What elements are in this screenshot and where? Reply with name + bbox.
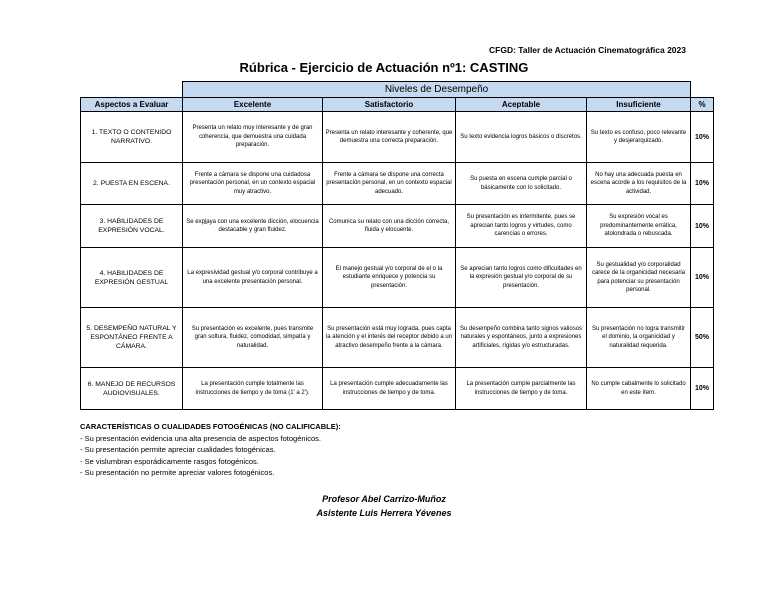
rubric-table (80, 81, 714, 410)
page-title: Rúbrica - Ejercicio de Actuación nº1: CASTING (239, 60, 529, 75)
list-item: - Su presentación permite apreciar cualidades fotogénicas. (80, 445, 276, 454)
table-row (81, 112, 714, 163)
cell-insuficiente: No cumple cabalmente lo solicitado en este ítem. (587, 368, 691, 410)
cell-aceptable: Su presentación es intermitente, pues se aprecian tanto logros y virtudes, como carencias o errores. (456, 205, 587, 248)
cell-insuficiente: Su presentación no logra transmitir el dominio, la organicidad y naturalidad requerida. (587, 308, 691, 368)
column-header-percent: % (691, 98, 714, 112)
signature-block (0, 492, 768, 520)
row-aspect: 6. MANEJO DE RECURSOS AUDIOVISUALES. (81, 368, 183, 410)
cell-insuficiente: Su expresión vocal es predominantemente errática, atolondrada o rebuscada. (587, 205, 691, 248)
column-headers (81, 98, 714, 112)
table-row (81, 308, 714, 368)
cell-excelente: Su presentación es excelente, pues transmite gran soltura, fluidez, comodidad, simpatía y naturalidad. (183, 308, 323, 368)
cell-excelente: La presentación cumple totalmente las instrucciones de tiempo y de toma (1' a 2'). (183, 368, 323, 410)
column-header-aceptable: Aceptable (456, 98, 587, 112)
assistant-name: Asistente Luis Herrera Yévenes (316, 508, 452, 518)
cell-percent: 10% (691, 368, 714, 410)
cell-satisfactorio: La presentación cumple adecuadamente las instrucciones de tiempo y de toma. (323, 368, 456, 410)
cell-satisfactorio: Comunica su relato con una dicción correcta, fluida y elocuente. (323, 205, 456, 248)
list-item: - Su presentación no permite apreciar valores fotogénicos. (80, 468, 275, 477)
blank-header-cell (691, 82, 714, 98)
cell-percent: 50% (691, 308, 714, 368)
column-header-insuficiente: Insuficiente (587, 98, 691, 112)
cell-satisfactorio: El manejo gestual y/o corporal de el o la estudiante enriquece y potencia su presentación. (323, 248, 456, 308)
row-aspect: 5. DESEMPEÑO NATURAL Y ESPONTÁNEO FRENTE A CÁMARA. (81, 308, 183, 368)
levels-title: Niveles de Desempeño (183, 82, 691, 98)
cell-percent: 10% (691, 112, 714, 163)
cell-aceptable: Su puesta en escena cumple parcial o básicamente con lo solicitado. (456, 163, 587, 205)
table-row (81, 248, 714, 308)
table-row (81, 205, 714, 248)
cell-insuficiente: No hay una adecuada puesta en escena acorde a los requisitos de la actividad. (587, 163, 691, 205)
column-header-aspectos: Aspectos a Evaluar (81, 98, 183, 112)
professor-name: Profesor Abel Carrizo-Muñoz (322, 494, 446, 504)
column-header-excelente: Excelente (183, 98, 323, 112)
cell-percent: 10% (691, 248, 714, 308)
blank-header-cell (81, 82, 183, 98)
table-row (81, 368, 714, 410)
characteristics-heading: CARACTERÍSTICAS O CUALIDADES FOTOGÉNICAS (NO CALIFICABLE): (80, 422, 341, 431)
cell-aceptable: Se aprecian tanto logros como dificultades en la expresión gestual y/o corporal de su presentación. (456, 248, 587, 308)
characteristics-section (80, 421, 341, 479)
list-item: - Se vislumbran esporádicamente rasgos fotogénicos. (80, 456, 259, 466)
cell-excelente: Se expl̲aya con una excelente dicción, elocuencia destacable y gran fluidez. (183, 205, 323, 248)
cell-aceptable: La presentación cumple parcialmente las instrucciones de tiempo y de toma. (456, 368, 587, 410)
organization-header: CFGD: Taller de Actuación Cinematográfica 2023 (489, 45, 686, 55)
cell-percent: 10% (691, 163, 714, 205)
cell-excelente: Frente a cámara se dispone una cuidadosa presentación personal, en un contexto espacial muy atractivo. (183, 163, 323, 205)
row-aspect: 2. PUESTA EN ESCENA. (81, 163, 183, 205)
cell-satisfactorio: Presenta un relato interesante y coherente, que demuestra una correcta preparación. (323, 112, 456, 163)
cell-percent: 10% (691, 205, 714, 248)
row-aspect: 3. HABILIDADES DE EXPRESIÓN VOCAL. (81, 205, 183, 248)
cell-excelente: Presenta un relato muy interesante y de gran coherencia, que demuestra una cuidada preparación. (183, 112, 323, 163)
cell-aceptable: Su texto evidencia logros básicos o discretos. (456, 112, 587, 163)
cell-excelente: La expresividad gestual y/o corporal contribuye a una excelente presentación personal. (183, 248, 323, 308)
cell-aceptable: Su desempeño combina tanto signos valiosos naturales y espontáneos, junto a expresiones artificiales, rígidas y/o estructuradas. (456, 308, 587, 368)
list-item: - Su presentación evidencia una alta presencia de aspectos fotogénicos. (80, 433, 321, 443)
cell-satisfactorio: Frente a cámara se dispone una correcta presentación personal, en un contexto espacial adecuado. (323, 163, 456, 205)
cell-insuficiente: Su gestualidad y/o corporalidad carece de la organicidad necesaria para potenciar su presentación personal. (587, 248, 691, 308)
cell-satisfactorio: Su presentación está muy lograda, pues capta la atención y el interés del receptor debido a un atractivo desempeño frente a la cámara. (323, 308, 456, 368)
column-header-satisfactorio: Satisfactorio (323, 98, 456, 112)
row-aspect: 1. TEXTO O CONTENIDO NARRATIVO. (81, 112, 183, 163)
row-aspect: 4. HABILIDADES DE EXPRESIÓN GESTUAL (81, 248, 183, 308)
cell-insuficiente: Su texto es confuso, poco relevante y desjerarquizado. (587, 112, 691, 163)
table-row (81, 163, 714, 205)
